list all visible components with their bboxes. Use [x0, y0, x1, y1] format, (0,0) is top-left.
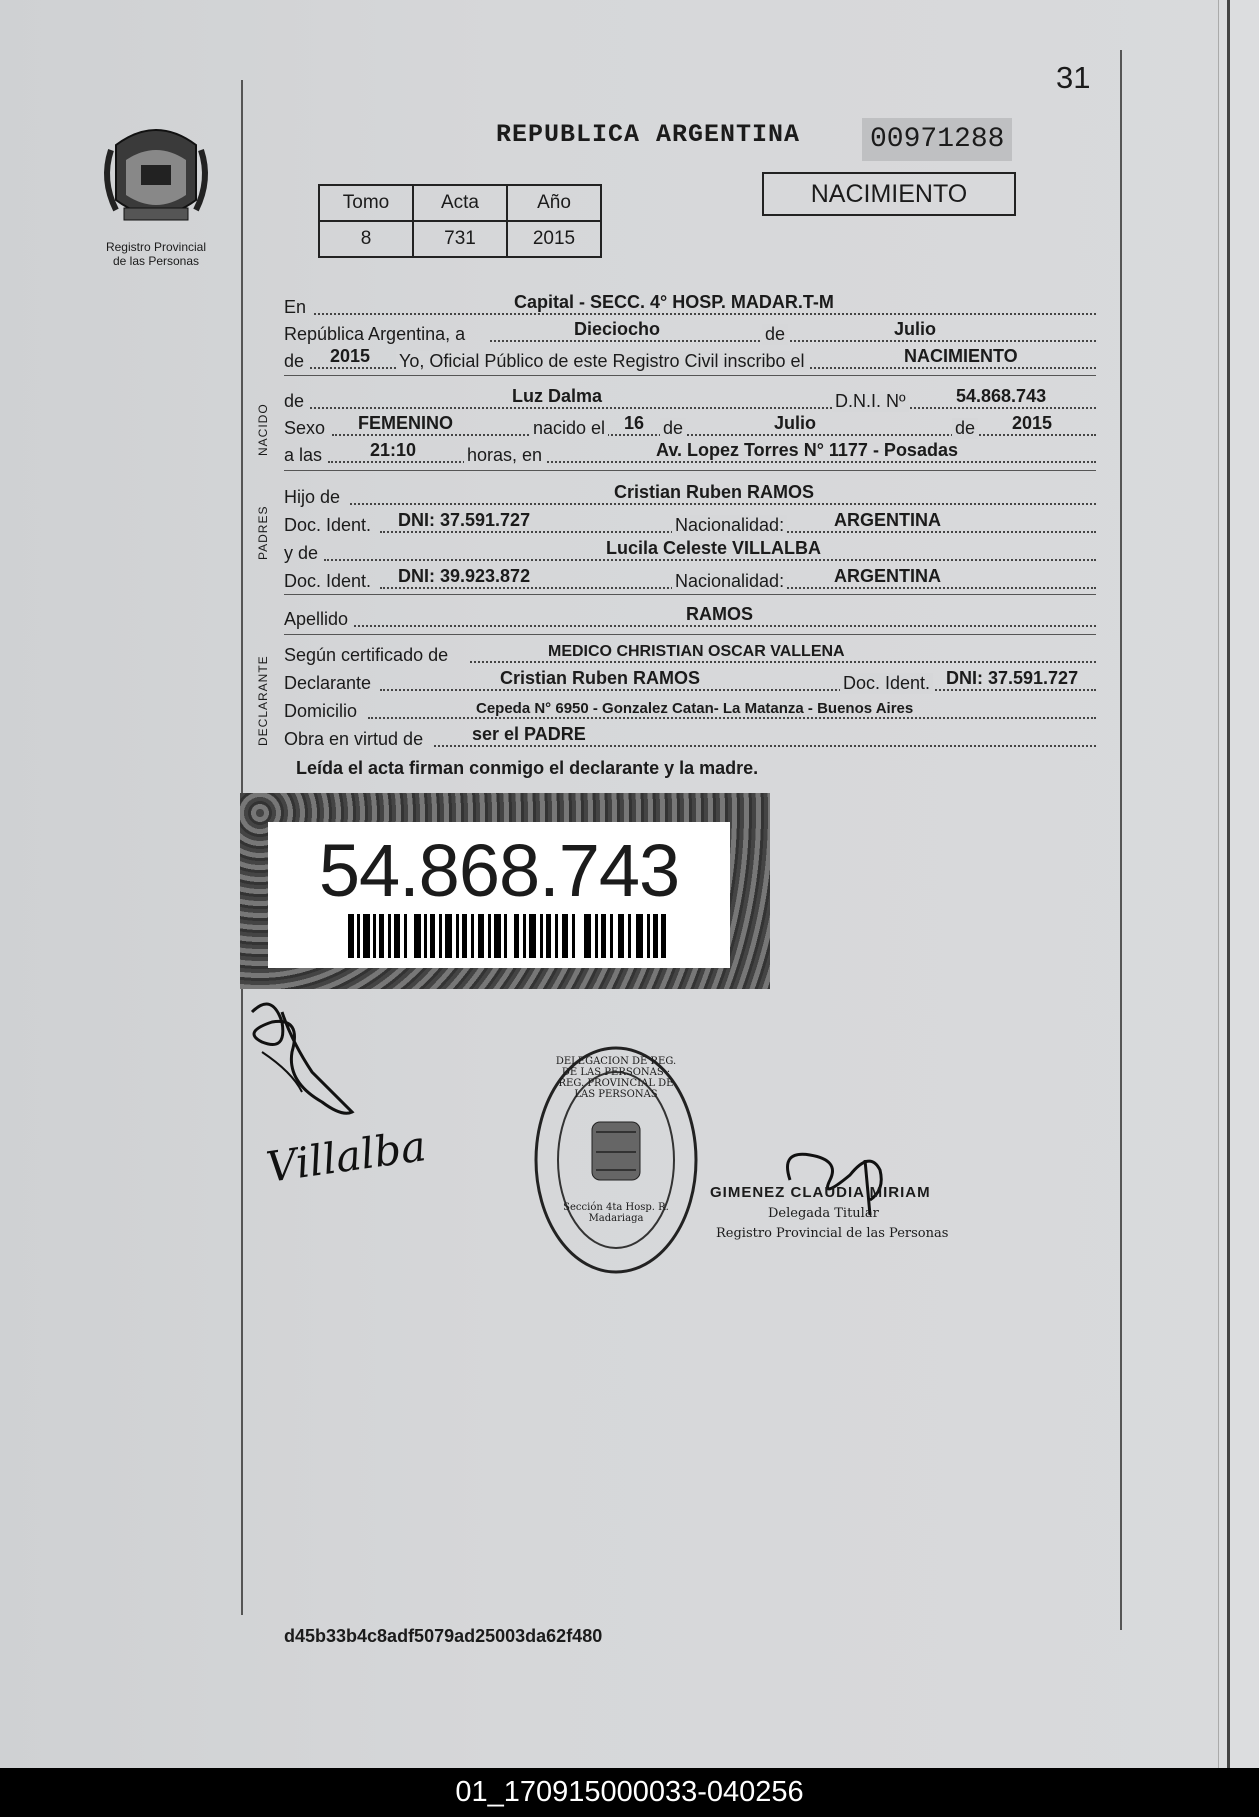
- row-lugar: [284, 292, 1096, 318]
- acta-value: 731: [413, 221, 507, 257]
- value-sexo: FEMENINO: [358, 413, 454, 433]
- acta-header: Acta: [413, 185, 507, 221]
- value-nac-anio: 2015: [1012, 413, 1053, 433]
- label-de-year: de: [284, 351, 305, 371]
- row-sexo: [284, 413, 1096, 439]
- value-dia: Dieciocho: [574, 319, 661, 339]
- anio-value: 2015: [507, 221, 601, 257]
- value-dni: 54.868.743: [956, 386, 1047, 406]
- footer-id: 01_170915000033-040256: [0, 1768, 1259, 1817]
- doc-type-box: NACIMIENTO: [762, 172, 1016, 216]
- document-title: REPUBLICA ARGENTINA: [496, 120, 801, 149]
- label-nacionalidad: Nacionalidad:: [672, 515, 787, 536]
- tomo-table: [318, 184, 602, 258]
- label-de-name: de: [284, 391, 305, 411]
- value-nac-dia: 16: [624, 413, 645, 433]
- page-edge-line: [1227, 0, 1230, 1770]
- row-fecha: [284, 319, 1096, 345]
- label-hijo-de: Hijo de: [284, 487, 341, 507]
- row-madre-doc: [284, 566, 1096, 592]
- misiones-seal-icon: [96, 120, 216, 235]
- value-padre: Cristian Ruben RAMOS: [614, 482, 815, 502]
- label-de: de: [762, 324, 788, 345]
- row-declarante: [284, 668, 1096, 694]
- official-org: Registro Provincial de las Personas: [716, 1226, 949, 1241]
- value-declarante-dni: DNI: 37.591.727: [946, 668, 1079, 688]
- value-nac-mes: Julio: [774, 413, 817, 433]
- label-obra: Obra en virtud de: [284, 729, 424, 749]
- label-y-de: y de: [284, 543, 319, 563]
- label-apellido: Apellido: [284, 609, 349, 629]
- province-logo: [96, 120, 216, 268]
- serial-number: 00971288: [862, 118, 1012, 161]
- value-madre: Lucila Celeste VILLALBA: [606, 538, 822, 558]
- tomo-value: 8: [319, 221, 413, 257]
- value-madre-dni: DNI: 39.923.872: [398, 566, 531, 586]
- row-inscribo: [284, 346, 1096, 372]
- label-nacionalidad-madre: Nacionalidad:: [672, 571, 787, 592]
- row-padre: [284, 482, 1096, 508]
- row-hora: [284, 440, 1096, 466]
- value-nombre: Luz Dalma: [512, 386, 603, 406]
- section-nacido: NACIDO: [256, 403, 270, 456]
- official-name: GIMENEZ CLAUDIA MIRIAM: [710, 1184, 931, 1201]
- value-anio: 2015: [330, 346, 371, 366]
- value-hora: 21:10: [370, 440, 417, 460]
- page-number: 31: [1056, 60, 1091, 95]
- label-nacido-el: nacido el: [530, 418, 608, 439]
- label-de2: de: [660, 418, 686, 439]
- closing-statement: Leída el acta firman conmigo el declarante y la madre.: [296, 758, 759, 778]
- label-segun: Según certificado de: [284, 645, 449, 665]
- label-declarante: Declarante: [284, 673, 372, 693]
- logo-caption-line1: Registro Provincial: [105, 240, 207, 254]
- row-apellido: [284, 604, 1096, 630]
- label-a-las: a las: [284, 445, 323, 465]
- label-sexo: Sexo: [284, 418, 326, 438]
- label-doc-ident: Doc. Ident.: [284, 515, 372, 535]
- madre-signature: Villalba: [263, 1121, 429, 1192]
- value-apellido: RAMOS: [686, 604, 753, 624]
- value-mes: Julio: [894, 319, 937, 339]
- value-domicilio: Cepeda N° 6950 - Gonzalez Catan- La Matanza - Buenos Aires: [476, 700, 914, 717]
- official-stamp: [532, 1042, 700, 1278]
- row-obra: [284, 724, 1096, 750]
- section-padres: PADRES: [256, 505, 270, 560]
- label-oficial: Yo, Oficial Público de este Registro Civil inscribo el: [396, 351, 808, 372]
- value-obra: ser el PADRE: [472, 724, 586, 744]
- label-de3: de: [952, 418, 978, 439]
- tomo-header: Tomo: [319, 185, 413, 221]
- barcode-number: 54.868.743: [318, 829, 680, 912]
- value-inscribo: NACIMIENTO: [904, 346, 1018, 366]
- row-padre-doc: [284, 510, 1096, 536]
- value-padre-nac: ARGENTINA: [834, 510, 941, 530]
- anio-header: Año: [507, 185, 601, 221]
- barcode-label: [268, 822, 730, 968]
- label-domicilio: Domicilio: [284, 701, 358, 721]
- label-dni: D.N.I. Nº: [832, 391, 909, 412]
- row-certificado: [284, 640, 1096, 666]
- value-certificado: MEDICO CHRISTIAN OSCAR VALLENA: [548, 643, 845, 660]
- label-republica: República Argentina, a: [284, 324, 466, 344]
- label-doc-ident-decl: Doc. Ident.: [840, 673, 933, 694]
- value-declarante: Cristian Ruben RAMOS: [500, 668, 701, 688]
- row-nombre: [284, 386, 1096, 412]
- label-en: En: [284, 297, 307, 317]
- section-declarante: DECLARANTE: [256, 655, 270, 746]
- right-margin-line: [1120, 50, 1122, 1630]
- declarante-signature-icon: [242, 992, 362, 1122]
- label-horas-en: horas, en: [464, 445, 545, 466]
- stamp-inner-text: Sección 4ta Hosp. R. Madariaga: [563, 1202, 669, 1224]
- row-domicilio: [284, 696, 1096, 722]
- value-domicilio-nac: Av. Lopez Torres N° 1177 - Posadas: [656, 440, 958, 460]
- stamp-outer-text: DELEGACION DE REG. DE LAS PERSONAS · REG. PROVINCIAL DE LAS PERSONAS: [555, 1056, 677, 1100]
- label-doc-ident-madre: Doc. Ident.: [284, 571, 372, 591]
- value-padre-dni: DNI: 37.591.727: [398, 510, 531, 530]
- barcode-icon: [348, 914, 666, 958]
- page-edge: [1218, 0, 1259, 1770]
- value-madre-nac: ARGENTINA: [834, 566, 941, 586]
- document-hash: d45b33b4c8adf5079ad25003da62f480: [284, 1626, 603, 1646]
- official-role: Delegada Titular: [768, 1206, 879, 1221]
- row-madre: [284, 538, 1096, 564]
- value-lugar: Capital - SECC. 4° HOSP. MADAR.T-M: [514, 292, 834, 312]
- logo-caption-line2: de las Personas: [112, 254, 200, 268]
